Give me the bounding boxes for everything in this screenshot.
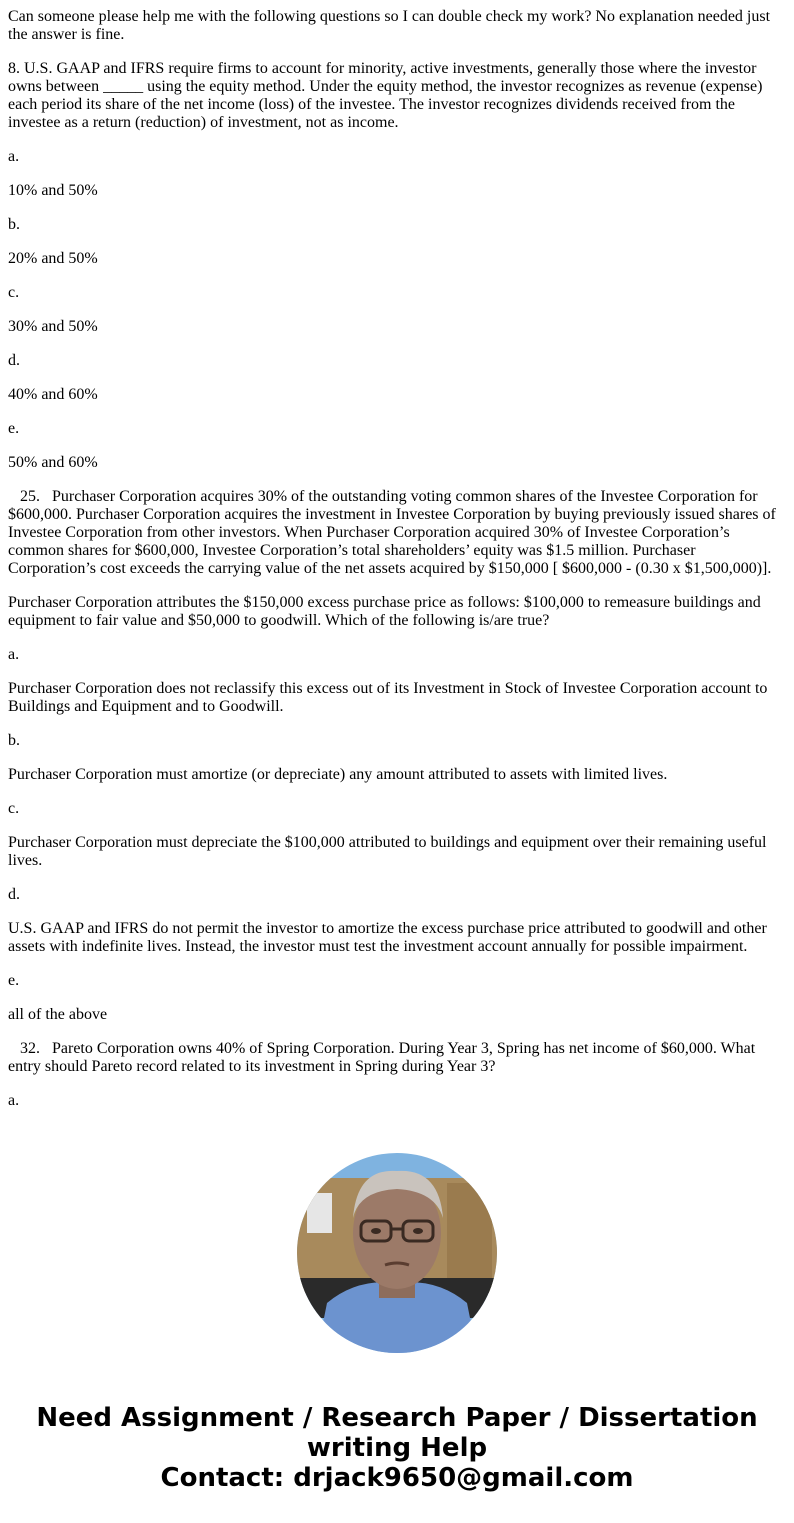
q25-option-e-text: all of the above — [8, 1006, 108, 1023]
promo-line-1: Need Assignment / Research Paper / Dissertation — [36, 1403, 758, 1433]
q25-option-c-letter: c. — [8, 800, 20, 817]
q25-option-d-text: U.S. GAAP and IFRS do not permit the investor to amortize the excess purchase price attributed to goodwill and other assets with indefinite lives. Instead, the investor must test the investment account annually for possible impairment. — [8, 920, 767, 955]
q8-option-e-letter: e. — [8, 420, 20, 437]
q25-option-e-letter: e. — [8, 972, 20, 989]
q8-option-a-text: 10% and 50% — [8, 182, 98, 199]
question-25-stem-text: Purchaser Corporation acquires 30% of the outstanding voting common shares of the Investee Corporation for $600,000. Purchaser Corporation acquires the investment in Investee Corporation by buying previously issued shares of Investee Corporation from other investors. When Purchaser Corporation acquired 30% of Investee Corporation’s common shares for $600,000, Investee Corporation’s total shareholders’ equity was $1.5 million. Purchaser Corporation’s cost exceeds the carrying value of the net assets acquired by $150,000 [ $600,000 - (0.30 x $1,500,000)]. — [8, 488, 776, 577]
q25-option-b-text: Purchaser Corporation must amortize (or depreciate) any amount attributed to assets with limited lives. — [8, 766, 668, 783]
q8-option-d-text: 40% and 60% — [8, 386, 98, 403]
promo-line-2: writing Help — [306, 1433, 488, 1463]
question-25-number: 25. — [8, 488, 52, 505]
q25-option-a-letter: a. — [8, 646, 20, 663]
q8-option-c-text: 30% and 50% — [8, 318, 98, 335]
question-25-stem — [8, 488, 786, 578]
q8-option-d-letter: d. — [8, 352, 20, 369]
person-photo-icon — [297, 1153, 497, 1353]
q25-option-a-text: Purchaser Corporation does not reclassify this excess out of its Investment in Stock of Investee Corporation account to Buildings and Equipment and to Goodwill. — [8, 680, 768, 715]
q25-option-d-letter: d. — [8, 886, 20, 903]
q8-option-a-letter: a. — [8, 148, 20, 165]
q8-option-b-text: 20% and 50% — [8, 250, 98, 267]
question-25-stem-continued: Purchaser Corporation attributes the $150,000 excess purchase price as follows: $100,000 to remeasure buildings and equipment to fair value and $50,000 to goodwill. Which of the following is/are true? — [8, 594, 761, 629]
q32-option-a-letter: a. — [8, 1092, 20, 1109]
question-32-number: 32. — [8, 1040, 52, 1057]
q8-option-c-letter: c. — [8, 284, 20, 301]
author-avatar — [297, 1153, 497, 1353]
q25-option-b-letter: b. — [8, 732, 20, 749]
question-8-stem: 8. U.S. GAAP and IFRS require firms to account for minority, active investments, generally those where the investor owns between _____ using the equity method. Under the equity method, the investor recognizes as revenue (expense) each period its share of the net income (loss) of the investee. The investor recognizes dividends received from the investee as a return (reduction) of investment, not as income. — [8, 60, 763, 131]
q8-option-e-text: 50% and 60% — [8, 454, 98, 471]
q25-option-c-text: Purchaser Corporation must depreciate the $100,000 attributed to buildings and equipment over their remaining useful lives. — [8, 834, 767, 869]
promo-banner — [0, 1403, 794, 1493]
question-32-stem — [8, 1040, 786, 1076]
q8-option-b-letter: b. — [8, 216, 20, 233]
intro-text: Can someone please help me with the following questions so I can double check my work? No explanation needed just the answer is fine. — [8, 8, 771, 43]
question-32-stem-text: Pareto Corporation owns 40% of Spring Corporation. During Year 3, Spring has net income of $60,000. What entry should Pareto record related to its investment in Spring during Year 3? — [8, 1040, 756, 1075]
promo-contact: Contact: drjack9650@gmail.com — [160, 1463, 634, 1493]
